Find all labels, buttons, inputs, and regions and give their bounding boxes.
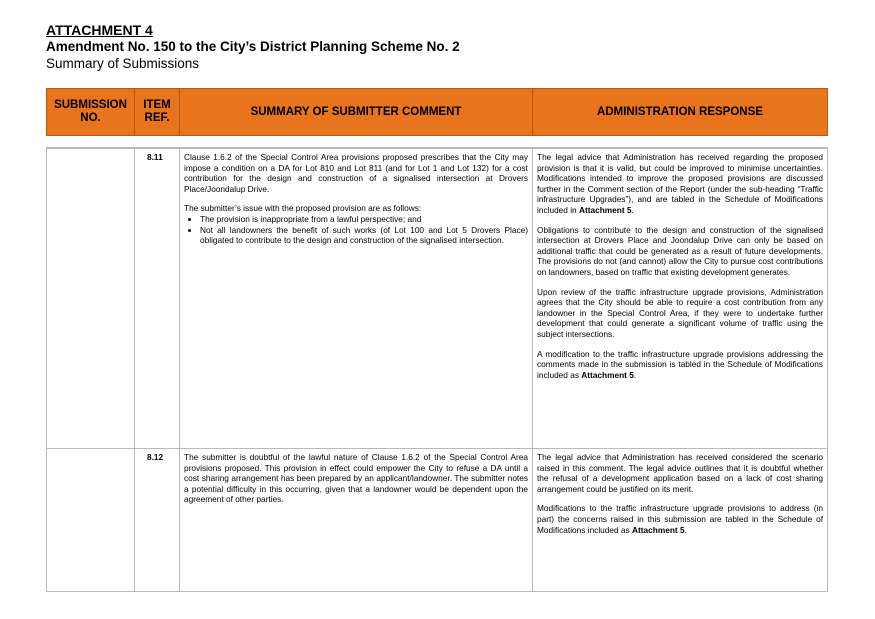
response-paragraph: Modifications to the traffic infrastructure upgrade provisions to address (in part) the concerns raised in this submission are tabled in the Schedule of Modifications included as Attachment 5. — [537, 503, 823, 535]
response-paragraph: The legal advice that Administration has received regarding the proposed provision is that it is valid, but could be improved to minimise uncertainties. Modifications intended to improve the proposed provisions are discussed further in the Comment section of the Report (under the sub-heading “Traffic infrastructure Upgrades”), and are tabled in the Schedule of Modifications included in Attachment 5. — [537, 152, 823, 215]
submission-number-cell — [47, 449, 135, 592]
column-header-response: ADMINISTRATION RESPONSE — [533, 89, 828, 136]
column-header-summary: SUMMARY OF SUBMITTER COMMENT — [180, 89, 533, 136]
response-cell — [533, 149, 828, 449]
table-header — [46, 88, 828, 136]
summary-title: Summary of Submissions — [46, 56, 200, 71]
list-item: • The provision is inappropriate from a lawful perspective; and — [200, 214, 528, 225]
column-header-submission-no: SUBMISSION NO. — [47, 89, 135, 136]
document-header — [46, 22, 460, 72]
response-text: The legal advice that Administration has received regarding the proposed provision is that it is valid, but could be improved to minimise uncertainties. Modifications intended to improve the proposed provisions are discussed further in the Comment section of the Report (under the sub-heading “Traffic infrastructure Upgrades”), and are tabled in the Schedule of Modifications included in — [537, 152, 823, 215]
table-row — [47, 449, 828, 592]
item-ref: 8.11 — [147, 152, 163, 162]
item-ref-cell — [135, 449, 180, 592]
comment-paragraph: The submitter’s issue with the proposed provision are as follows: — [184, 203, 422, 214]
attachment-reference: Attachment 5 — [581, 369, 634, 380]
submissions-table — [46, 147, 828, 592]
comment-paragraph: Clause 1.6.2 of the Special Control Area provisions proposed prescribes that the City may impose a condition on a DA for Lot 810 and Lot 811 (and for Lot 1 and Lot 132) for a cost contribution for the design and construction of a signalised intersection at Drovers Place/Joondalup Drive. — [184, 152, 528, 194]
comment-cell — [180, 149, 533, 449]
table-row — [47, 149, 828, 449]
response-cell — [533, 449, 828, 592]
item-ref: 8.12 — [147, 452, 164, 462]
list-item: • Not all landowners the benefit of such works (of Lot 100 and Lot 5 Drovers Place) obligated to contribute to the design and construction of the signalised intersection. — [200, 225, 528, 246]
response-paragraph: Upon review of the traffic infrastructure upgrade provisions, Administration agrees that the City should be able to require a cost contribution from any landowner in the Special Control Area, if they were to undertake further development that could generate a significant volume of traffic using the subject intersections. — [537, 286, 823, 339]
column-header-item-ref: ITEM REF. — [135, 89, 180, 136]
response-paragraph: A modification to the traffic infrastructure upgrade provisions addressing the comments made in the submission is tabled in the Schedule of Modifications included as Attachment 5. — [537, 348, 823, 380]
amendment-title: Amendment No. 150 to the City’s District Planning Scheme No. 2 — [46, 39, 460, 54]
item-ref-cell — [135, 149, 180, 449]
comment-bullets — [184, 214, 528, 246]
response-paragraph: Obligations to contribute to the design and construction of the signalised intersection at Drovers Place and Joondalup Drive can only be based on additional traffic that could be generated as a result of future developments. The provisions do not (and cannot) allow the City to pursue cost contributions on landowners, based on traffic that existing development generates. — [537, 224, 823, 277]
comment-cell — [180, 449, 533, 592]
attachment-reference: Attachment 5 — [632, 524, 685, 535]
comment-paragraph: The submitter is doubtful of the lawful nature of Clause 1.6.2 of the Special Control Area provisions proposed. This provision in effect could empower the City to refuse a DA until a cost sharing arrangement has been prepared by an applicant/landowner. The submitter notes a potential difficulty in this occurring, given that a landowner would be dependent upon the agreement of other parties. — [184, 452, 528, 505]
response-paragraph: The legal advice that Administration has received considered the scenario raised in this comment. The legal advice outlines that it is doubtful whether the refusal of a development application based on a lack of cost sharing arrangement could be justified on its merit. — [537, 452, 823, 494]
response-text: Modifications to the traffic infrastructure upgrade provisions to address (in part) the concerns raised in this submission are tabled in the Schedule of Modifications included as — [537, 503, 823, 535]
submission-number-cell — [47, 149, 135, 449]
attachment-reference: Attachment 5 — [578, 204, 632, 215]
response-text: A modification to the traffic infrastructure upgrade provisions addressing the comments made in the submission is tabled in the Schedule of Modifications included as — [537, 348, 823, 380]
attachment-title: ATTACHMENT 4 — [46, 22, 153, 38]
